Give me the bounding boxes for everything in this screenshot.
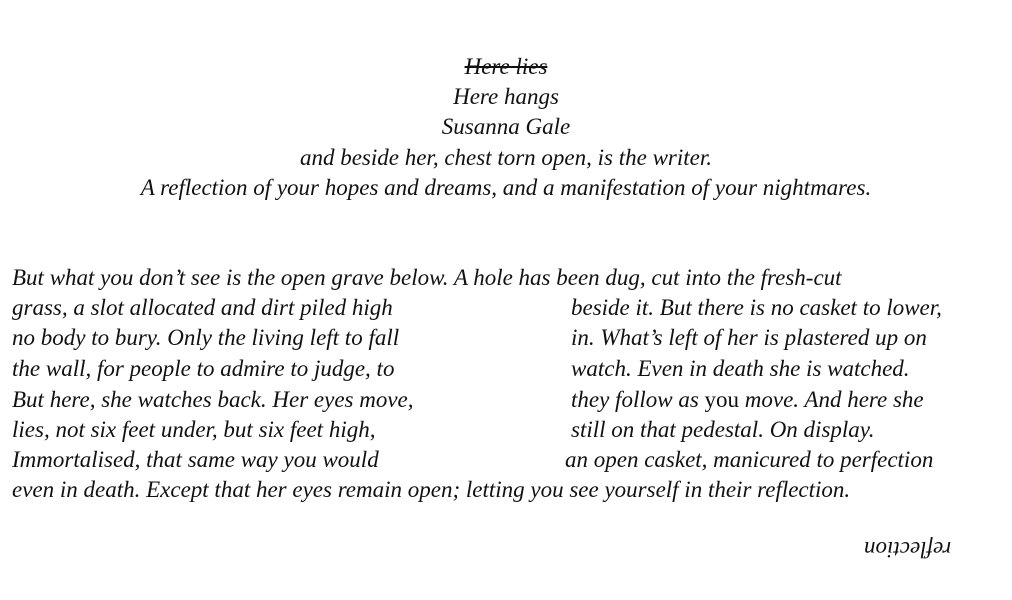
body-right-line-4-upright-word: you (704, 387, 740, 412)
body-right-line-3: watch. Even in death she is watched. (571, 356, 910, 381)
body-first-line: But what you don’t see is the open grave below. A hole has been dug, cut into the fresh-cut (12, 265, 842, 290)
body-right-line-1: beside it. But there is no casket to lower, (571, 295, 942, 320)
upside-down-word: reflection (864, 537, 952, 562)
body-left-line-6: Immortalised, that same way you would (12, 447, 379, 472)
body-right-line-6: an open casket, manicured to perfection (565, 447, 934, 472)
struck-heading-line: Here lies (464, 54, 548, 79)
body-left-line-4: But here, she watches back. Her eyes move, (12, 387, 414, 412)
heading-line-writer: and beside her, chest torn open, is the writer. (299, 145, 713, 170)
body-left-line-3: the wall, for people to admire to judge, to (12, 356, 395, 381)
body-left-line-1: grass, a slot allocated and dirt piled high (12, 295, 393, 320)
heading-line-reflection: A reflection of your hopes and dreams, and a manifestation of your nightmares. (140, 175, 872, 200)
body-right-line-5: still on that pedestal. On display. (571, 417, 875, 442)
body-right-line-4 (571, 385, 924, 415)
body-left-line-5: lies, not six feet under, but six feet high, (12, 417, 376, 442)
heading-line-name: Susanna Gale (441, 114, 571, 139)
body-right-line-4-part-a: they follow as (571, 387, 705, 412)
heading-line-here-hangs: Here hangs (453, 84, 559, 109)
body-last-line: even in death. Except that her eyes remain open; letting you see yourself in their reflection. (12, 477, 851, 502)
body-right-line-4-part-c: move. And here she (739, 387, 924, 412)
body-left-line-2: no body to bury. Only the living left to fall (12, 325, 400, 350)
body-right-line-2: in. What’s left of her is plastered up on (571, 325, 927, 350)
